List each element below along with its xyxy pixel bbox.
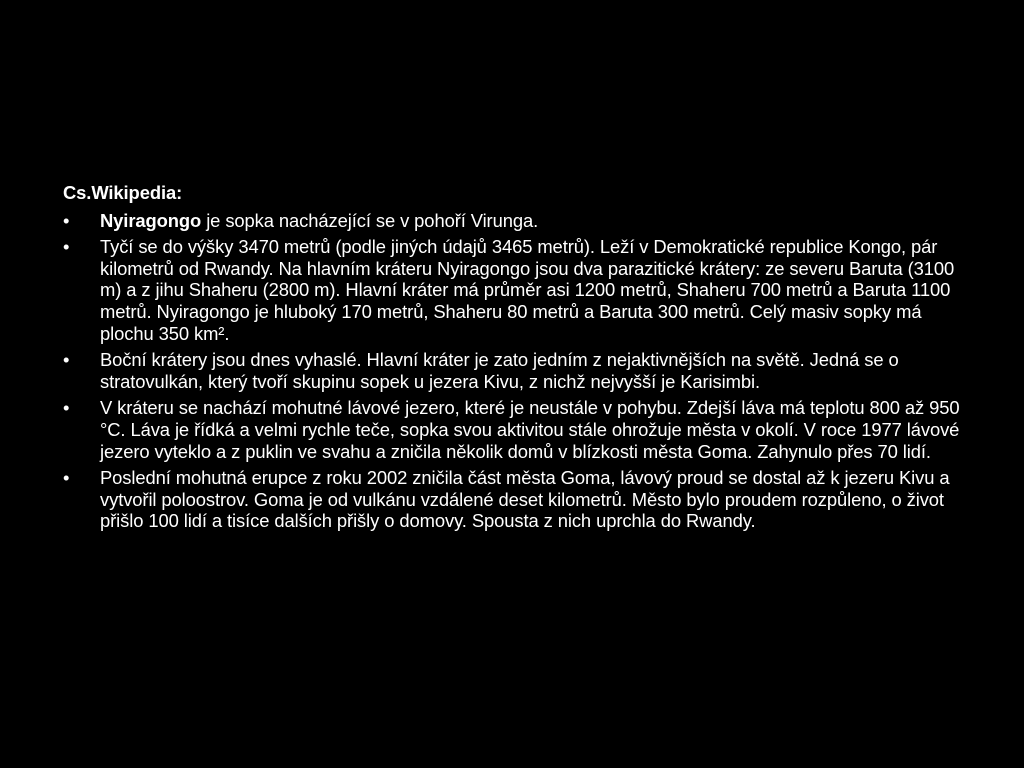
bullet-item-lava-lake	[63, 397, 963, 462]
bullet-text: je sopka nacházející se v pohoří Virunga.	[201, 209, 539, 231]
bullet-text: Boční krátery jsou dnes vyhaslé. Hlavní kráter je zato jedním z nejaktivnějších na světě. Jedná se o stratovulkán, který tvoří skupinu sopek u jezera Kivu, z nichž nejvyšší je Karisimbi.	[100, 349, 899, 392]
slide-heading: Cs.Wikipedia:	[63, 182, 183, 203]
bullet-icon: •	[63, 397, 70, 419]
slide-content	[63, 182, 963, 537]
bullet-item-height	[63, 236, 963, 344]
bullet-item-side-craters	[63, 349, 963, 392]
bullet-item-nyiragongo	[63, 210, 963, 232]
bullet-icon: •	[63, 467, 70, 489]
bullet-text: V kráteru se nachází mohutné lávové jezero, které je neustále v pohybu. Zdejší láva má teplotu 800 až 950 °C. Láva je řídká a velmi rychle teče, sopka svou aktivitou stále ohrožuje města v okolí. V roce 1977 lávové jezero vyteklo a z puklin ve svahu a zničila několik domů v blízkosti města Goma. Zahynulo přes 70 lidí.	[100, 397, 960, 462]
bullet-text: Poslední mohutná erupce z roku 2002 zničila část města Goma, lávový proud se dostal až k jezeru Kivu a vytvořil poloostrov. Goma je od vulkánu vzdálené deset kilometrů. Město bylo proudem rozpůleno, o život přišlo 100 lidí a tisíce dalších přišly o domovy. Spousta z nich uprchla do Rwandy.	[100, 467, 950, 532]
bullet-icon: •	[63, 209, 70, 231]
bullet-icon: •	[63, 349, 70, 371]
bullet-icon: •	[63, 236, 70, 258]
bullet-text: Tyčí se do výšky 3470 metrů (podle jiných údajů 3465 metrů). Leží v Demokratické republice Kongo, pár kilometrů od Rwandy. Na hlavním kráteru Nyiragongo jsou dva parazitické krátery: ze severu Baruta (3100 m) a z jihu Shaheru (2800 m). Hlavní kráter má průměr asi 1200 metrů, Shaheru 700 metrů a Baruta 1100 metrů. Nyiragongo je hluboký 170 metrů, Shaheru 80 metrů a Baruta 300 metrů. Celý masiv sopky má plochu 350 km².	[100, 236, 955, 344]
bullet-list	[63, 210, 963, 532]
bullet-term: Nyiragongo	[100, 209, 202, 231]
bullet-item-eruption-2002	[63, 467, 963, 532]
